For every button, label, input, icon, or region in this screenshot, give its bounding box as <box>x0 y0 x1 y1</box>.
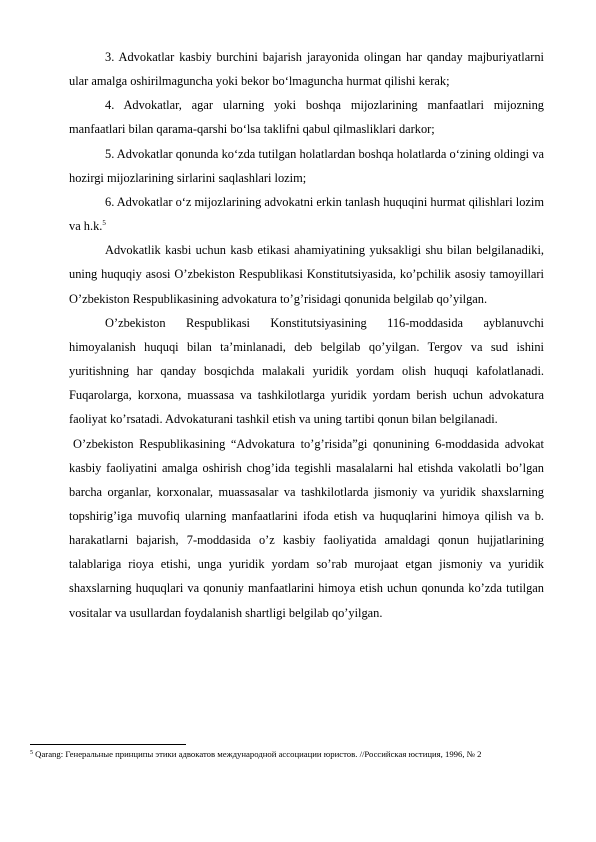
footnote-text: Qarang: Генеральные принципы этики адвокатов международной ассоциации юристов. //Российская юстиция, 1996, № 2 <box>33 749 482 759</box>
footnote-reference[interactable]: 5 <box>102 219 106 228</box>
paragraph-item-6-text: 6. Advokatlar o‘z mijozlarining advokatni erkin tanlash huquqini hurmat qilishlari lozim va h.k. <box>69 194 544 234</box>
paragraph-item-4: 4. Advokatlar, agar ularning yoki boshqa mijozlarining manfaatlari mijozning manfaatlari bilan qarama-qarshi bo‘lsa taklifni qabul qilmasliklari darkor; <box>69 98 544 137</box>
paragraph-item-5: 5. Advokatlar qonunda ko‘zda tutilgan holatlardan boshqa holatlarda o‘zining oldingi va hozirgi mijozlarining sirlarini saqlashlari lozim; <box>69 146 544 185</box>
footnote-number: 5 <box>30 750 33 756</box>
paragraph-item-6 <box>69 190 544 238</box>
body-text <box>69 45 544 625</box>
footnote <box>30 749 544 761</box>
paragraph-advokatura-law: O’zbekiston Respublikasining “Advokatura to’g’risida”gi qonunining 6-moddasida advokat kasbiy faoliyatini amalga oshirish chog’ida tegishli masalalarni hal etishda vakolatli bo’lgan barcha organlar, korxonalar, muassasalar va tashkilotlarda jismoniy va yuridik shaxslarning topshirig’iga muvofiq ularning manfaatlarini ifoda etish va huquqlarini himoya qilish va b. harakatlarni bajarish, 7-moddasida o’z kasbiy faoliyatida amaldagi qonun hujjatlarining talablariga rioya etishi, unga yuridik yordam so’rab murojaat etgan jismoniy va yuridik shaxslarning huquqlari va qonuniy manfaatlarini himoya etish uchun qonunda ko’zda tutilgan vositalar va usullardan foydalanish shartligi belgilab qo’yilgan. <box>69 436 544 620</box>
paragraph-constitution: O’zbekiston Respublikasi Konstitutsiyasining 116-moddasida ayblanuvchi himoyalanish huquqi bilan ta’minlanadi, deb belgilab qo’yilgan. Tergov va sud ishini yuritishning har qanday bosqichda malakali yuridik yordam olish huquqi kafolatlanadi. Fuqarolarga, korxona, muassasa va tashkilotlarga yuridik yordam berish uchun advokatura faoliyat ko’rsatadi. Advokaturani tashkil etish va uning tartibi qonun bilan belgilanadi. <box>69 315 544 427</box>
paragraph-item-3: 3. Advokatlar kasbiy burchini bajarish jarayonida olingan har qanday majburiyatlarni ular amalga oshirilmaguncha yoki bekor bo‘lmaguncha hurmat qilishi kerak; <box>69 50 544 89</box>
paragraph-ethics: Advokatlik kasbi uchun kasb etikasi ahamiyatining yuksakligi shu bilan belgilanadiki, uning huquqiy asosi O’zbekiston Respublikasi Konstitutsiyasida, ko’pchilik asosiy tamoyillari O’zbekiston Respublikasining advokatura to’g’risidagi qonunida belgilab qo’yilgan. <box>69 243 544 306</box>
footnote-separator <box>30 744 186 745</box>
